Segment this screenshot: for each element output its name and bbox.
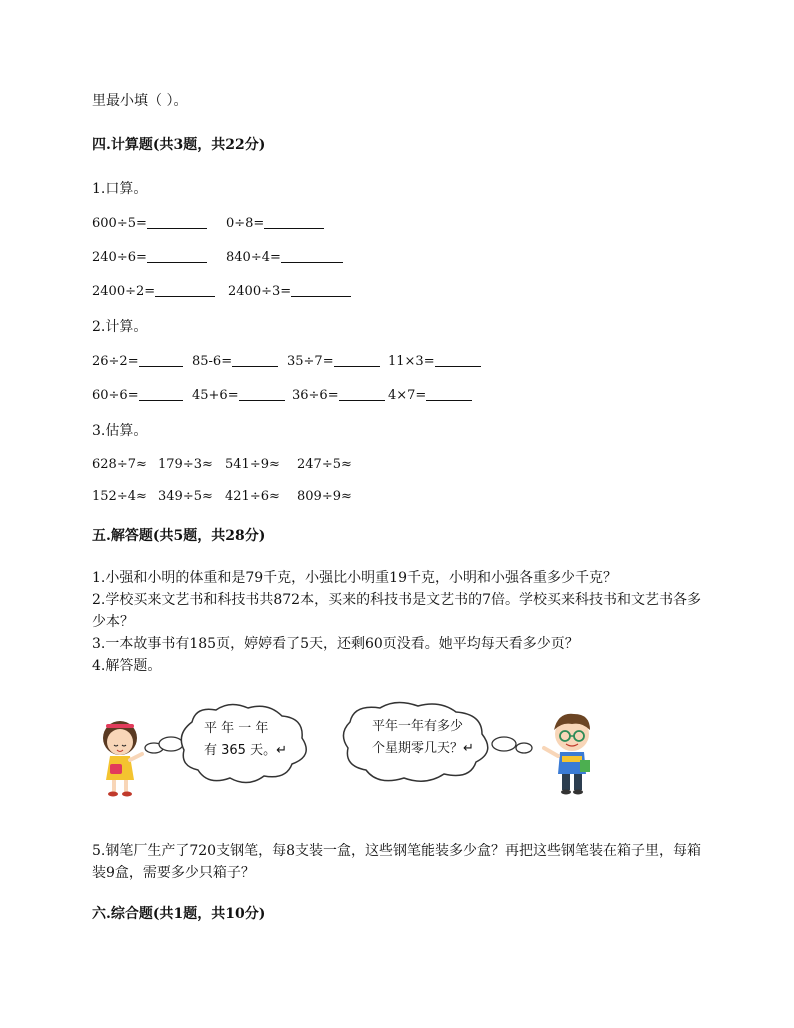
expression: 11×3=: [388, 354, 435, 369]
problem-4: 4.解答题。: [92, 658, 162, 674]
dialogue-svg: [92, 700, 612, 800]
expression: 421÷6≈: [225, 489, 280, 504]
right-bubble-line-2: 个星期零几天？↵: [372, 741, 474, 756]
answer-blank[interactable]: [232, 352, 278, 367]
right-speech-bubble: [343, 702, 532, 781]
expression: 349÷5≈: [158, 489, 213, 504]
expression: 247÷5≈: [297, 457, 352, 472]
answer-blank[interactable]: [239, 386, 285, 401]
answer-blank[interactable]: [339, 386, 385, 401]
boy-illustration: [544, 714, 590, 795]
answer-blank[interactable]: [426, 386, 472, 401]
q1-row-1: [92, 214, 492, 232]
expression: 152÷4≈: [92, 489, 147, 504]
expression: 85-6=: [192, 354, 233, 369]
answer-blank[interactable]: [291, 282, 351, 297]
expression: 809÷9≈: [297, 489, 352, 504]
q1-title: 1.口算。: [92, 181, 148, 197]
q2-title: 2.计算。: [92, 319, 148, 335]
expression: 26÷2=: [92, 354, 139, 369]
problem-3: 3.一本故事书有185页，婷婷看了5天，还剩60页没看。她平均每天看多少页？: [92, 636, 579, 652]
expression: 2400÷2=: [92, 284, 156, 299]
q2-row-1: [92, 352, 512, 370]
dialogue-illustration: [92, 700, 612, 800]
expression: 2400÷3=: [228, 284, 292, 299]
expression: 45+6=: [192, 388, 239, 403]
answer-blank[interactable]: [334, 352, 380, 367]
right-bubble-line-1: 平年一年有多少: [372, 719, 464, 734]
problem-5: 5.钢笔厂生产了720支钢笔，每8支装一盒，这些钢笔能装多少盒？再把这些钢笔装在箱子里，每箱装9盒，需要多少只箱子？: [92, 843, 701, 881]
section-6-heading: 六.综合题(共1题，共10分): [92, 906, 266, 922]
expression: 541÷9≈: [225, 457, 280, 472]
answer-blank[interactable]: [139, 386, 183, 401]
q1-row-2: [92, 248, 492, 266]
expression: 179÷3≈: [158, 457, 213, 472]
answer-blank[interactable]: [147, 248, 207, 263]
answer-blank[interactable]: [155, 282, 215, 297]
section-5-heading: 五.解答题(共5题，共28分): [92, 528, 266, 544]
answer-blank[interactable]: [435, 352, 481, 367]
expression: 240÷6=: [92, 250, 147, 265]
q1-row-3: [92, 282, 492, 300]
q3-row-1: [92, 456, 492, 474]
answer-blank[interactable]: [281, 248, 343, 263]
expression: 36÷6=: [292, 388, 339, 403]
expression: 600÷5=: [92, 216, 147, 231]
expression: 60÷6=: [92, 388, 139, 403]
left-speech-bubble: [145, 704, 306, 782]
answer-blank[interactable]: [264, 214, 324, 229]
left-bubble-line-1: 平 年 一 年: [204, 721, 269, 736]
problem-1: 1.小强和小明的体重和是79千克，小强比小明重19千克，小明和小强各重多少千克？: [92, 570, 617, 586]
q3-row-2: [92, 488, 492, 506]
continued-question-text: 里最小填（ ）。: [92, 93, 188, 109]
left-bubble-line-2: 有 365 天。↵: [204, 743, 287, 758]
expression: 628÷7≈: [92, 457, 147, 472]
girl-illustration: [103, 721, 142, 797]
q3-title: 3.估算。: [92, 423, 148, 439]
expression: 840÷4=: [226, 250, 281, 265]
expression: 4×7=: [388, 388, 427, 403]
problem-2: 2.学校买来文艺书和科技书共872本，买来的科技书是文艺书的7倍。学校买来科技书和文艺书各多少本？: [92, 592, 701, 630]
answer-blank[interactable]: [147, 214, 207, 229]
expression: 0÷8=: [226, 216, 265, 231]
expression: 35÷7=: [287, 354, 334, 369]
section-4-heading: 四.计算题(共3题，共22分): [92, 137, 266, 153]
answer-blank[interactable]: [139, 352, 183, 367]
q2-row-2: [92, 386, 512, 404]
